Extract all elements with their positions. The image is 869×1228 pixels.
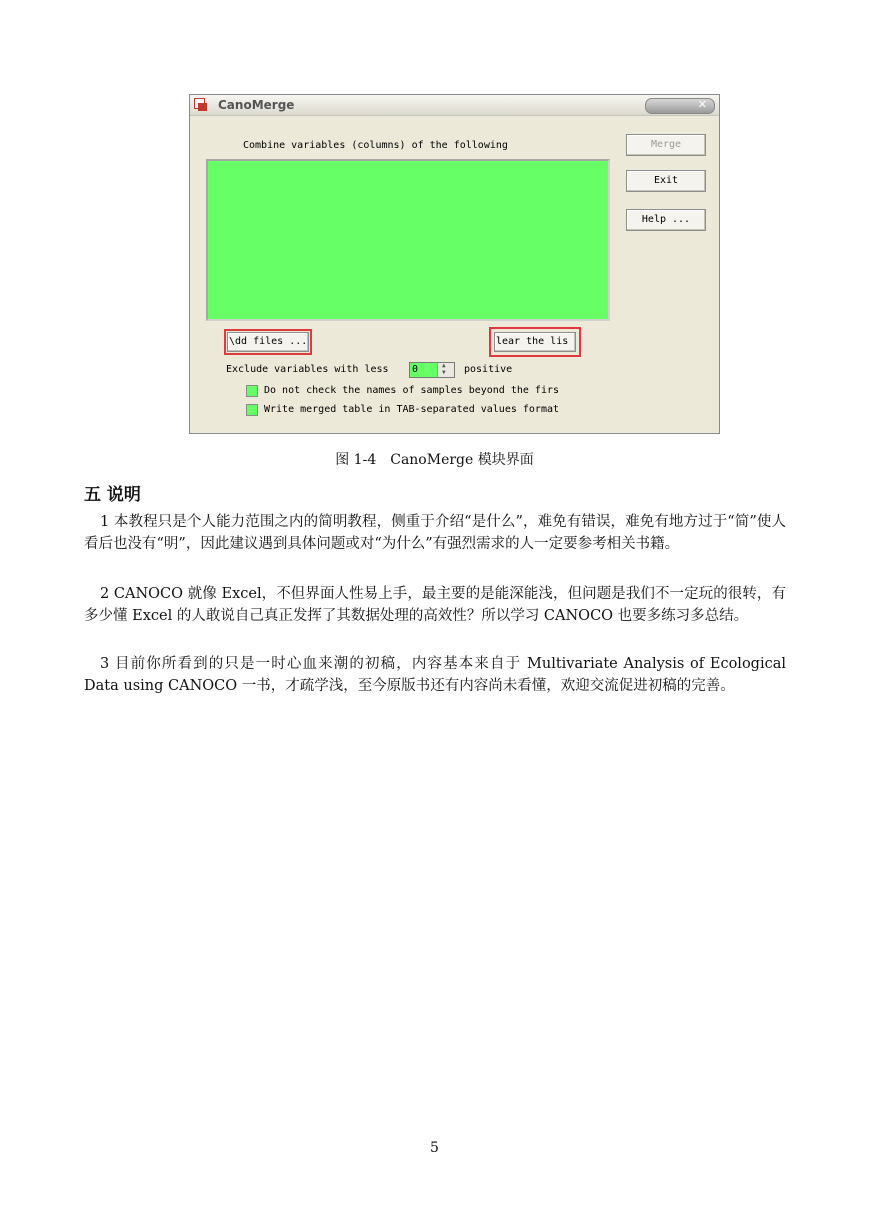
positive-label: positive [464,364,513,375]
figure-caption: 图 1-4 CanoMerge 模块界面 [335,452,534,468]
tab-separated-label: Write merged table in TAB-separated values format [264,404,560,415]
exclude-count-value[interactable]: 0 [412,364,419,375]
window-title: CanoMerge [218,98,295,112]
section-heading: 五 说明 [84,485,141,505]
clear-list-highlight [489,327,581,357]
paragraph-1: 1 本教程只是个人能力范围之内的简明教程，侧重于介绍“是什么”，难免有错误，难免有地方过于“简”使人看后也没有“明”，因此建议遇到具体问题或对“为什么”有强烈需求的人一定要参考相关书籍。 [84,514,786,552]
add-files-highlight [224,329,312,355]
canomerge-dialog-screenshot [189,94,720,434]
skip-name-check-checkbox[interactable] [246,385,258,397]
spinner-arrows[interactable] [437,363,454,377]
merge-button[interactable]: Merge [626,134,706,156]
tab-separated-checkbox[interactable] [246,404,258,416]
help-button[interactable]: Help ... [626,209,706,231]
paragraph-2: 2 CANOCO 就像 Excel，不但界面人性易上手，最主要的是能深能浅，但问题是我们不一定玩的很转，有多少懂 Excel 的人敢说自己真正发挥了其数据处理的高效性？所以学习 CANOCO 也要多练习多总结。 [84,586,786,624]
app-icon [194,98,207,111]
file-list-box[interactable] [206,159,610,321]
add-files-button[interactable]: \dd files ... [227,332,309,352]
spin-down-icon[interactable]: ▼ [442,369,446,376]
page-number: 5 [430,1140,439,1156]
close-button[interactable] [645,98,715,114]
skip-name-check-label: Do not check the names of samples beyond the firs [264,385,560,396]
spin-up-icon[interactable]: ▲ [442,362,446,369]
paragraph-3: 3 目前你所看到的只是一时心血来潮的初稿，内容基本来自于 Multivariate Analysis of Ecological Data using CANOCO 一书，才疏学浅，至今原版书还有内容尚未看懂，欢迎交流促进初稿的完善。 [84,656,786,694]
combine-label: Combine variables (columns) of the following [243,140,508,151]
exclude-count-spinner[interactable] [409,362,455,378]
exclude-label: Exclude variables with less [226,364,389,375]
close-icon: ✕ [697,98,707,111]
title-bar [190,95,719,116]
exit-button[interactable]: Exit [626,170,706,192]
clear-list-button[interactable]: lear the lis [494,332,576,352]
